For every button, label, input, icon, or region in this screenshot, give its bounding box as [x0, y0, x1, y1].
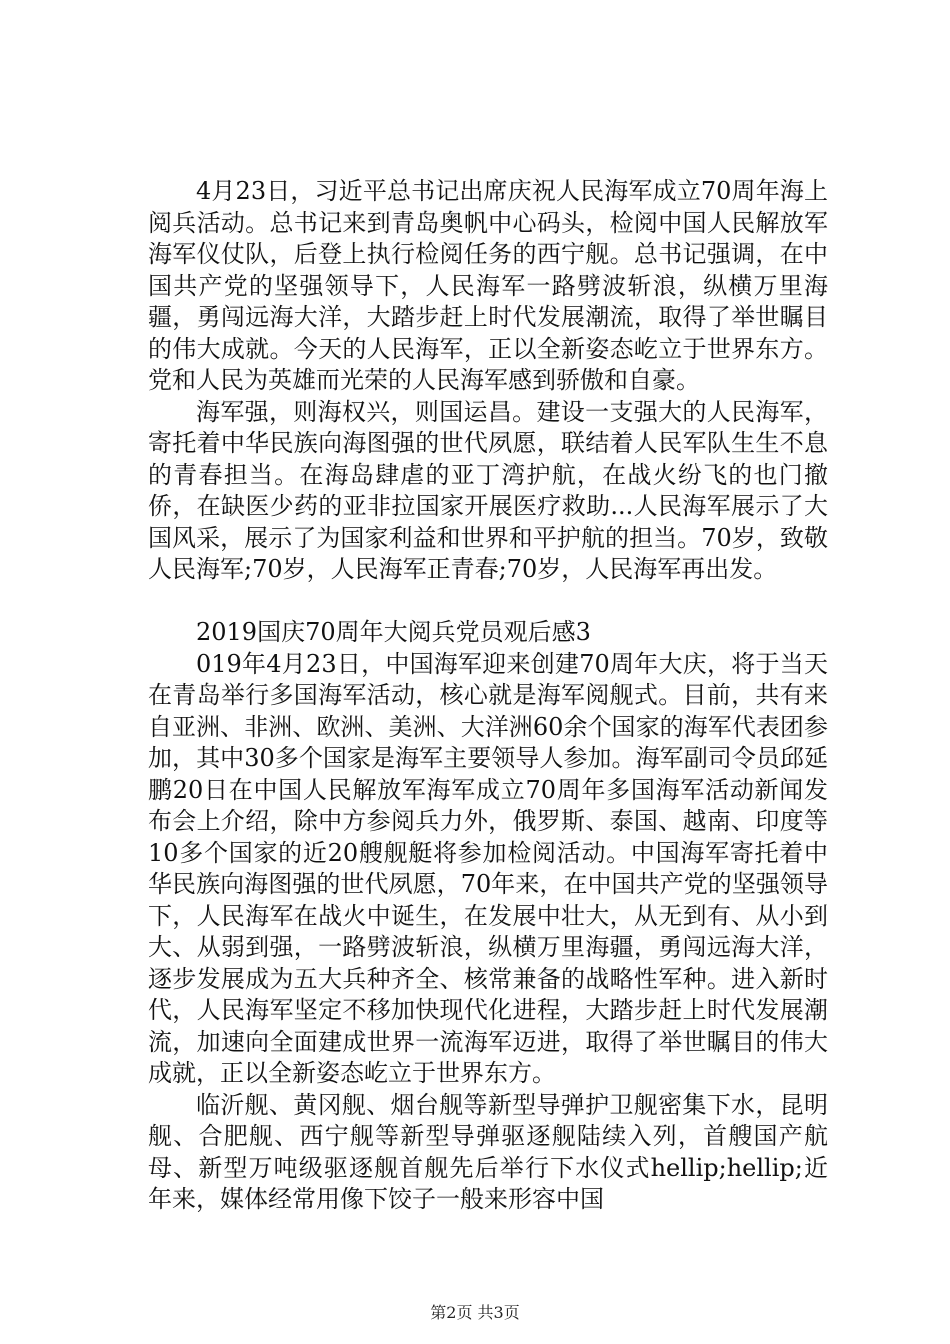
paragraph-new-ships: 临沂舰、黄冈舰、烟台舰等新型导弹护卫舰密集下水，昆明舰、合肥舰、西宁舰等新型导弹驱逐舰陆续入列，首艘国产航母、新型万吨级驱逐舰首舰先后举行下水仪式hellip;hellip;近年来，媒体经常用像下饺子一般来形容中国 — [148, 1090, 828, 1213]
page-footer: 第2页 共3页 — [430, 1303, 520, 1322]
paragraph-review-intro: 4月23日，习近平总书记出席庆祝人民海军成立70周年海上阅兵活动。总书记来到青岛奥帆中心码头，检阅中国人民解放军海军仪仗队，后登上执行检阅任务的西宁舰。总书记强调，在中国共产党的坚强领导下，人民海军一路劈波斩浪，纵横万里海疆，勇闯远海大洋，大踏步赶上时代发展潮流，取得了举世瞩目的伟大成就。今天的人民海军，正以全新姿态屹立于世界东方。党和人民为英雄而光荣的人民海军感到骄傲和自豪。 — [148, 177, 828, 394]
document-body — [148, 176, 828, 1216]
section-title: 2019国庆70周年大阅兵党员观后感3 — [196, 618, 591, 646]
paragraph-navy-strong: 海军强，则海权兴，则国运昌。建设一支强大的人民海军，寄托着中华民族向海图强的世代夙愿，联结着人民军队生生不息的青春担当。在海岛肆虐的亚丁湾护航，在战火纷飞的也门撤侨，在缺医少药的亚非拉国家开展医疗救助...人民海军展示了大国风采，展示了为国家利益和世界和平护航的担当。70岁，致敬人民海军;70岁，人民海军正青春;70岁，人民海军再出发。 — [148, 397, 828, 583]
paragraph-naval-review: 019年4月23日，中国海军迎来创建70周年大庆，将于当天在青岛举行多国海军活动，核心就是海军阅舰式。目前，共有来自亚洲、非洲、欧洲、美洲、大洋洲60余个国家的海军代表团参加，其中30多个国家是海军主要领导人参加。海军副司令员邱延鹏20日在中国人民解放军海军成立70周年多国海军活动新闻发布会上介绍，除中方参阅兵力外，俄罗斯、泰国、越南、印度等10多个国家的近20艘舰艇将参加检阅活动。中国海军寄托着中华民族向海图强的世代夙愿，70年来，在中国共产党的坚强领导下，人民海军在战火中诞生，在发展中壮大，从无到有、从小到大、从弱到强，一路劈波斩浪，纵横万里海疆，勇闯远海大洋，逐步发展成为五大兵种齐全、核常兼备的战略性军种。进入新时代，人民海军坚定不移加快现代化进程，大踏步赶上时代发展潮流，加速向全面建成世界一流海军迈进，取得了举世瞩目的伟大成就，正以全新姿态屹立于世界东方。 — [148, 649, 828, 1087]
